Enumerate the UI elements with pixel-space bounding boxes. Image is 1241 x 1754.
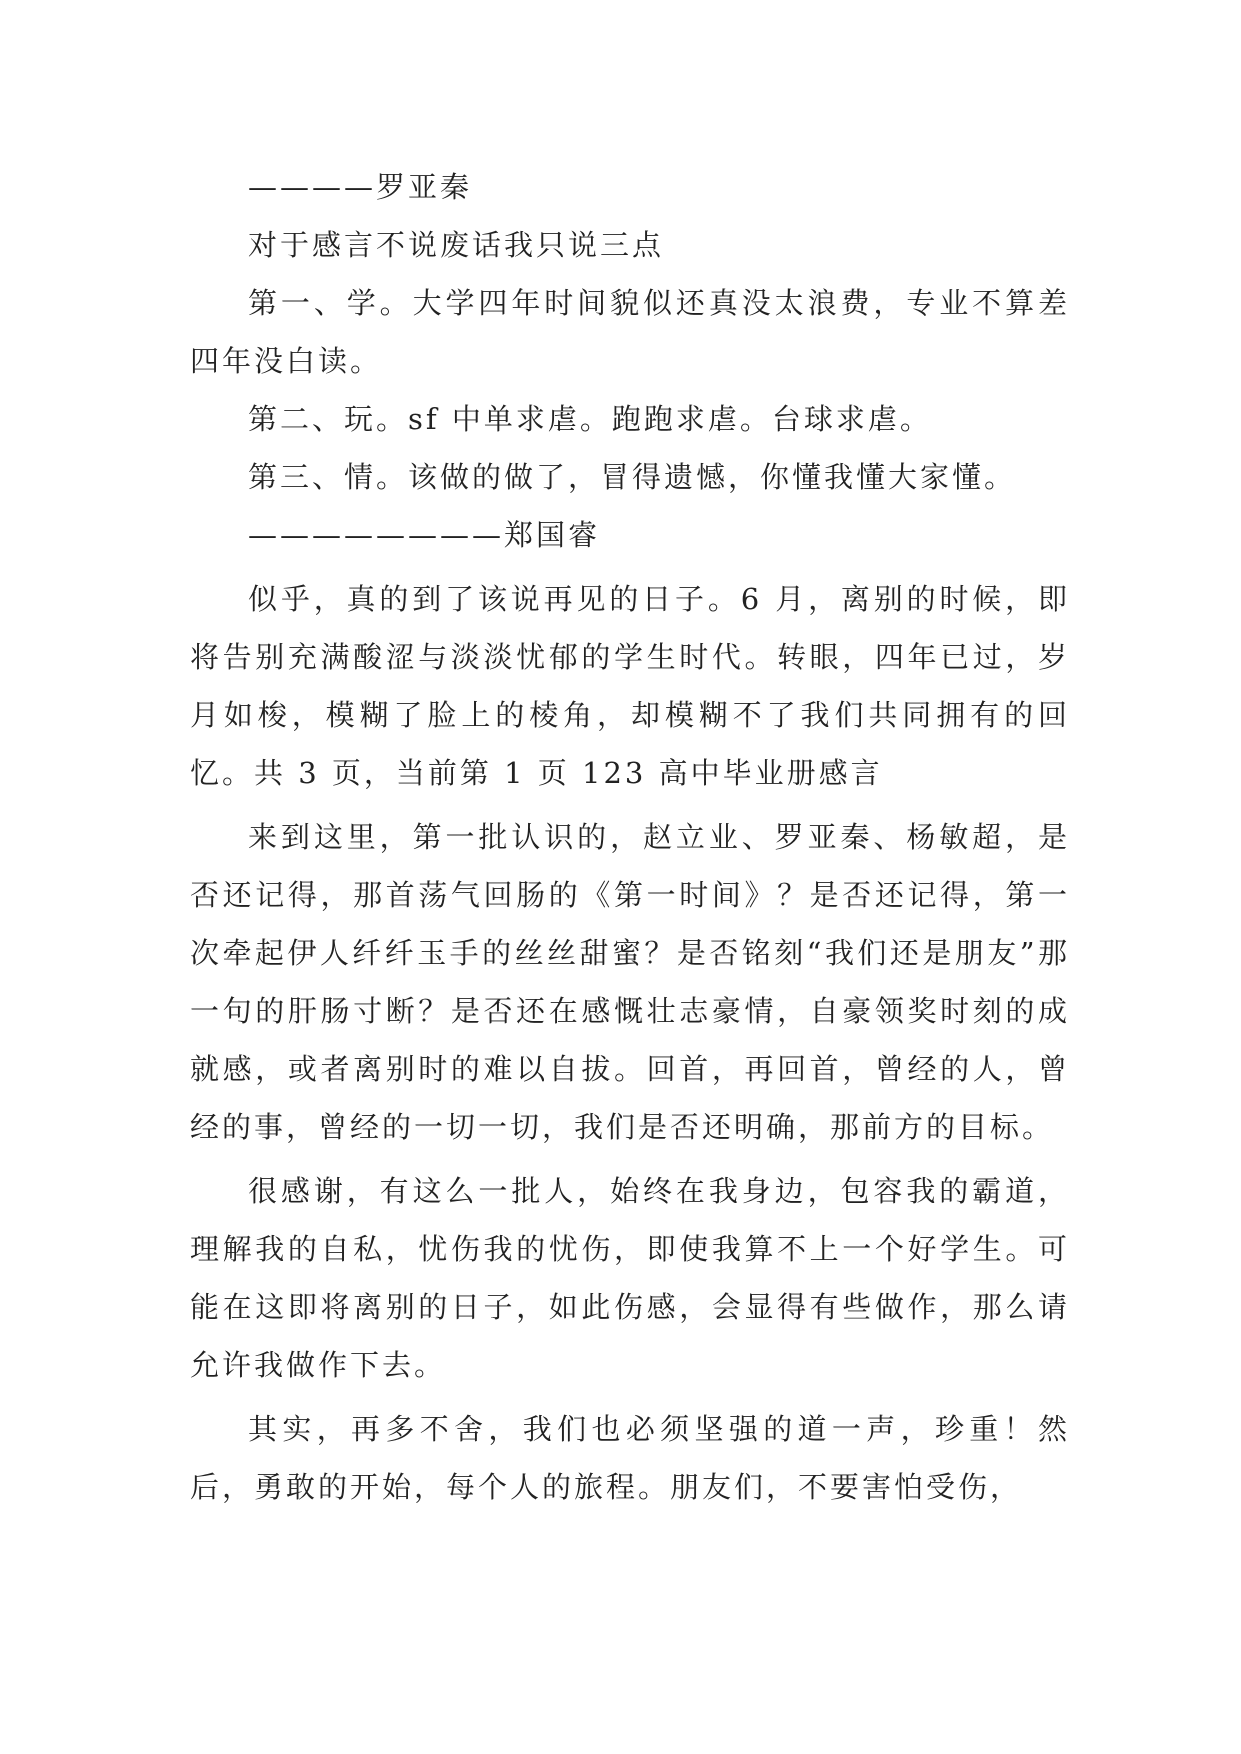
document-body	[190, 158, 1070, 1516]
paragraph-point-three: 第三、情。该做的做了，冒得遗憾，你懂我懂大家懂。	[248, 460, 1017, 494]
paragraph-intro: 对于感言不说废话我只说三点	[248, 228, 665, 262]
signature-line-luo: ————罗亚秦	[248, 170, 473, 204]
signature-line-zheng: ————————郑国睿	[248, 518, 601, 552]
paragraph-goodbye: 其实，再多不舍，我们也必须坚强的道一声，珍重！然后，勇敢的开始，每个人的旅程。朋友们，不要害怕受伤，	[190, 1412, 1070, 1504]
paragraph-farewell: 似乎，真的到了该说再见的日子。6 月，离别的时候，即将告别充满酸涩与淡淡忧郁的学生时代。转眼，四年已过，岁月如梭，模糊了脸上的棱角，却模糊不了我们共同拥有的回忆。共 3 页，当前第 1 页 123 高中毕业册感言	[190, 582, 1070, 790]
paragraph-thanks: 很感谢，有这么一批人，始终在我身边，包容我的霸道，理解我的自私，忧伤我的忧伤，即使我算不上一个好学生。可能在这即将离别的日子，如此伤感，会显得有些做作，那么请允许我做作下去。	[190, 1174, 1070, 1382]
paragraph-memories: 来到这里，第一批认识的，赵立业、罗亚秦、杨敏超，是否还记得，那首荡气回肠的《第一时间》？是否还记得，第一次牵起伊人纤纤玉手的丝丝甜蜜？是否铭刻“我们还是朋友”那一句的肝肠寸断？是否还在感慨壮志豪情，自豪领奖时刻的成就感，或者离别时的难以自拔。回首，再回首，曾经的人，曾经的事，曾经的一切一切，我们是否还明确，那前方的目标。	[190, 820, 1070, 1144]
paragraph-point-two: 第二、玩。sf 中单求虐。跑跑求虐。台球求虐。	[248, 402, 932, 436]
paragraph-point-one: 第一、学。大学四年时间貌似还真没太浪费，专业不算差四年没白读。	[190, 286, 1070, 378]
